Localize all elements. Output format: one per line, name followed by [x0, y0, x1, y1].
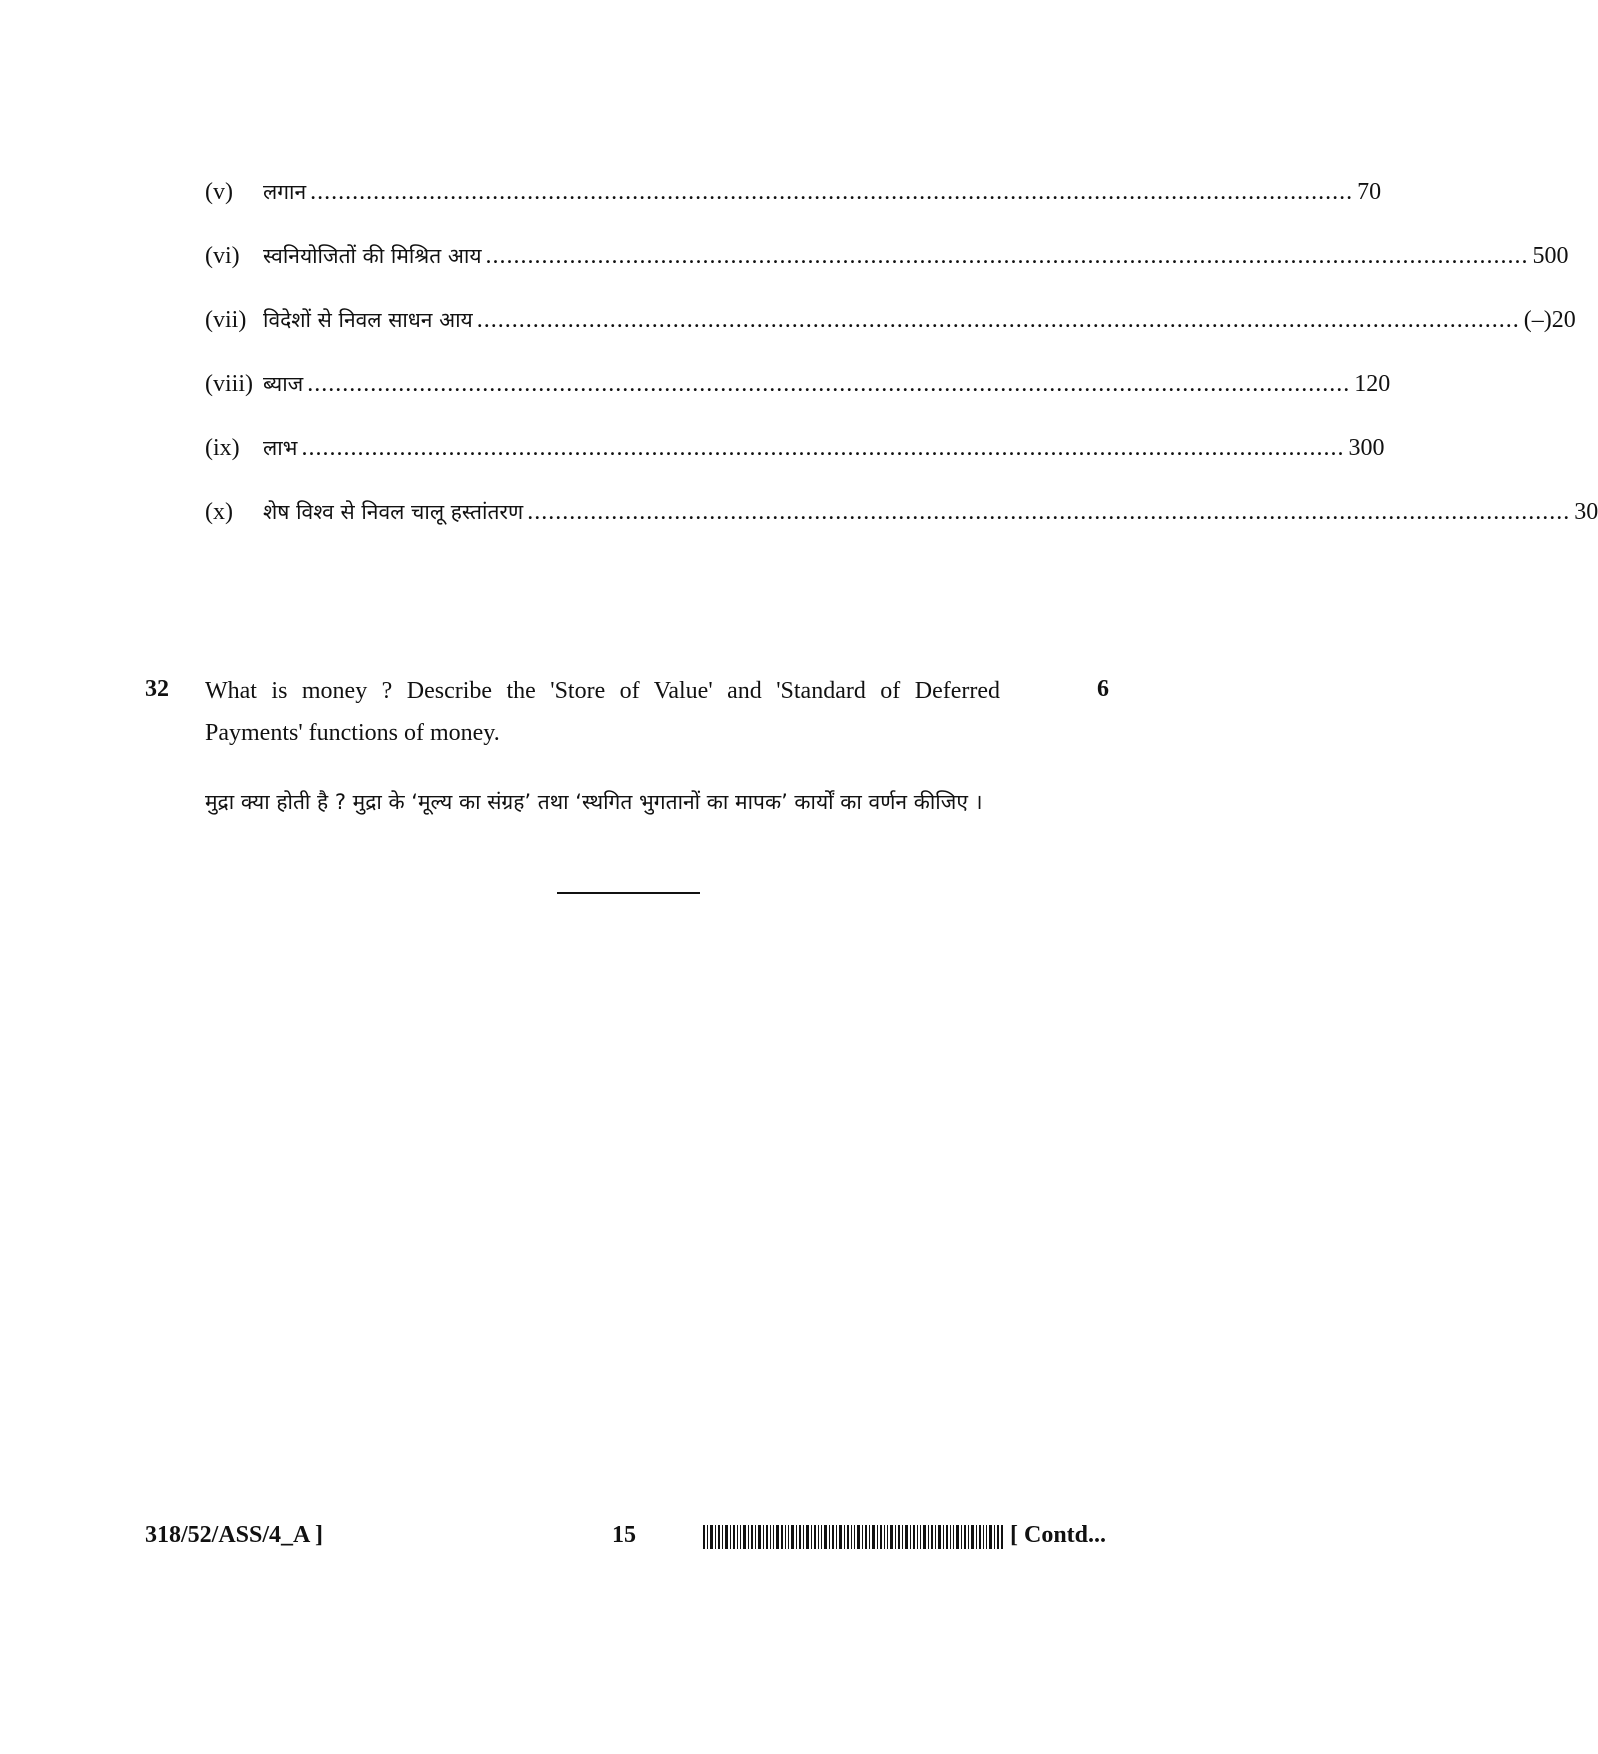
- list-item: [205, 434, 1385, 474]
- item-label: ब्याज: [263, 372, 304, 396]
- item-label: लाभ: [263, 436, 298, 460]
- dot-leader: .....................................................................................................................................................: [485, 243, 1529, 269]
- question-number: 32: [145, 676, 169, 702]
- item-value: (–)20: [1523, 307, 1576, 333]
- dot-leader: .....................................................................................................................................................: [476, 307, 1520, 333]
- item-number: (x): [205, 499, 233, 525]
- question-text-english: What is money ? Describe the 'Store of Value' and 'Standard of Deferred Payments' functions of money.: [205, 678, 1000, 746]
- list-item: [205, 242, 1569, 282]
- dot-leader: .....................................................................................................................................................: [307, 371, 1351, 397]
- item-number: (v): [205, 179, 233, 205]
- item-value: 500: [1532, 243, 1569, 269]
- dot-leader: .....................................................................................................................................................: [301, 435, 1345, 461]
- paper-code: 318/52/ASS/4_A ]: [145, 1522, 324, 1548]
- item-value: 300: [1348, 435, 1385, 461]
- item-value: 70: [1357, 179, 1382, 205]
- page-number: 15: [612, 1522, 636, 1548]
- item-number: (vii): [205, 307, 247, 333]
- dot-leader: .....................................................................................................................................................: [310, 179, 1354, 205]
- list-item: [205, 178, 1382, 218]
- end-of-question-rule: [557, 892, 700, 894]
- item-number: (vi): [205, 243, 240, 269]
- item-value: 120: [1354, 371, 1391, 397]
- item-value: 30: [1574, 499, 1598, 525]
- item-number: (ix): [205, 435, 240, 461]
- barcode-icon: [703, 1525, 1003, 1549]
- item-label: शेष विश्व से निवल चालू हस्तांतरण: [263, 500, 524, 524]
- dot-leader: .....................................................................................................................................................: [527, 499, 1571, 525]
- item-number: (viii): [205, 371, 253, 397]
- item-label: लगान: [263, 180, 307, 204]
- item-label: स्वनियोजितों की मिश्रित आय: [263, 244, 482, 268]
- continued-label: [ Contd...: [1010, 1522, 1107, 1548]
- item-label: विदेशों से निवल साधन आय: [263, 308, 473, 332]
- question-marks: 6: [1097, 676, 1109, 702]
- list-item: [205, 370, 1391, 410]
- list-item: [205, 306, 1576, 346]
- list-item: [205, 498, 1598, 538]
- question-text-hindi: मुद्रा क्या होती है ? मुद्रा के ‘मूल्य का संग्रह’ तथा ‘स्थगित भुगतानों का मापक’ कार्यों का वर्णन कीजिए ।: [205, 790, 983, 814]
